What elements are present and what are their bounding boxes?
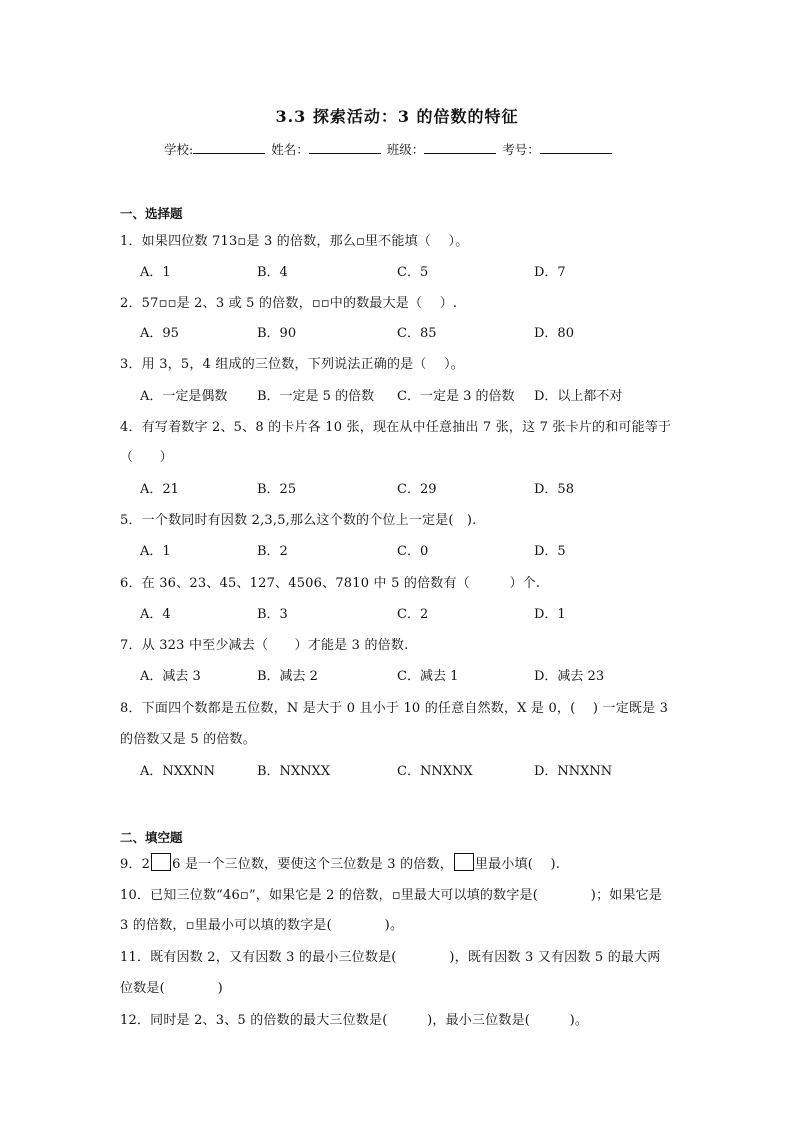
choice-b[interactable]: B．2 [257, 544, 288, 559]
question-3: 3．用 3，5，4 组成的三位数，下列说法正确的是（ ）。 [120, 357, 464, 372]
question-4-line-2: （ ） [120, 450, 173, 465]
choice-b[interactable]: B．3 [257, 607, 288, 622]
choice-a[interactable]: A．1 [140, 265, 171, 280]
choice-d[interactable]: D．7 [534, 265, 566, 280]
question-10-line-2: 3 的倍数，▫里最小可以填的数字是( )。 [120, 918, 404, 933]
question-9-prefix: 9．2 [120, 857, 151, 872]
page-title: 3.3 探索活动：3 的倍数的特征 [275, 107, 519, 126]
choice-b[interactable]: B．减去 2 [257, 669, 318, 684]
choice-c[interactable]: C．一定是 3 的倍数 [397, 389, 515, 404]
student-info-row [164, 140, 614, 158]
exam-number-label: 考号： [502, 142, 540, 157]
answer-box[interactable] [454, 853, 474, 871]
question-8-line-2: 的倍数又是 5 的倍数。 [120, 732, 256, 747]
question-12: 12．同时是 2、3、5 的倍数的最大三位数是( )，最小三位数是( )。 [120, 1013, 589, 1028]
choice-c[interactable]: C．85 [397, 326, 437, 341]
name-label: 姓名： [271, 142, 309, 157]
choice-b[interactable]: B．90 [257, 326, 297, 341]
choice-b[interactable]: B．一定是 5 的倍数 [257, 389, 375, 404]
question-8-line-1: 8．下面四个数都是五位数，N 是大于 0 且小于 10 的任意自然数，X 是 0，( ) 一定既是 3 [120, 701, 669, 716]
school-label: 学校: [164, 142, 194, 157]
choice-d[interactable]: D．5 [534, 544, 566, 559]
choice-d[interactable]: D．NNXNN [534, 764, 613, 779]
question-6: 6．在 36、23、45、127、4506、7810 中 5 的倍数有（ ）个. [120, 576, 541, 591]
question-9-suffix: 里最小填( ). [474, 857, 561, 872]
question-4-line-1: 4．有写着数字 2、5、8 的卡片各 10 张，现在从中任意抽出 7 张，这 7 张卡片的和可能等于 [120, 420, 672, 435]
question-11-line-2: 位数是( ) [120, 981, 223, 996]
choice-c[interactable]: C．29 [397, 482, 437, 497]
choice-a[interactable]: A．1 [140, 544, 171, 559]
class-blank[interactable] [424, 141, 496, 154]
choice-d[interactable]: D．80 [534, 326, 574, 341]
choice-c[interactable]: C．0 [397, 544, 429, 559]
choice-c[interactable]: C．减去 1 [397, 669, 459, 684]
choice-a[interactable]: A．95 [140, 326, 179, 341]
choice-a[interactable]: A．减去 3 [140, 669, 201, 684]
question-9-middle: 6 是一个三位数，要使这个三位数是 3 的倍数， [172, 857, 453, 872]
choice-a[interactable]: A．4 [140, 607, 171, 622]
question-11-line-1: 11．既有因数 2，又有因数 3 的最小三位数是( )，既有因数 3 又有因数 5 的最大两 [120, 950, 661, 965]
section-heading-choice: 一、选择题 [120, 206, 183, 221]
choice-d[interactable]: D．以上都不对 [534, 389, 623, 404]
choice-b[interactable]: B．25 [257, 482, 297, 497]
question-9 [120, 853, 560, 872]
question-5: 5．一个数同时有因数 2,3,5,那么这个数的个位上一定是( ). [120, 513, 477, 528]
choice-c[interactable]: C．NNXNX [397, 764, 473, 779]
answer-box[interactable] [151, 853, 171, 871]
question-10-line-1: 10．已知三位数“46▫”，如果它是 2 的倍数，▫里最大可以填的数字是( )；如果它是 [120, 888, 663, 903]
choice-a[interactable]: A．NXXNN [140, 764, 216, 779]
question-1: 1．如果四位数 713▫是 3 的倍数，那么▫里不能填（ ）。 [120, 234, 469, 249]
class-label: 班级： [386, 142, 425, 157]
school-blank[interactable] [193, 141, 265, 154]
choice-c[interactable]: C．2 [397, 607, 429, 622]
exam-number-blank[interactable] [540, 141, 612, 154]
name-blank[interactable] [309, 141, 381, 154]
choice-a[interactable]: A．21 [140, 482, 179, 497]
question-7: 7．从 323 中至少减去（ ）才能是 3 的倍数. [120, 638, 409, 653]
choice-d[interactable]: D．58 [534, 482, 574, 497]
choice-d[interactable]: D．减去 23 [534, 669, 605, 684]
choice-b[interactable]: B．4 [257, 265, 288, 280]
choice-c[interactable]: C．5 [397, 265, 429, 280]
choice-b[interactable]: B．NXNXX [257, 764, 331, 779]
choice-d[interactable]: D．1 [534, 607, 566, 622]
choice-a[interactable]: A．一定是偶数 [140, 389, 228, 404]
question-2: 2．57▫▫是 2、3 或 5 的倍数，▫▫中的数最大是（ ）. [120, 296, 458, 311]
section-heading-fill-in: 二、填空题 [120, 830, 183, 845]
